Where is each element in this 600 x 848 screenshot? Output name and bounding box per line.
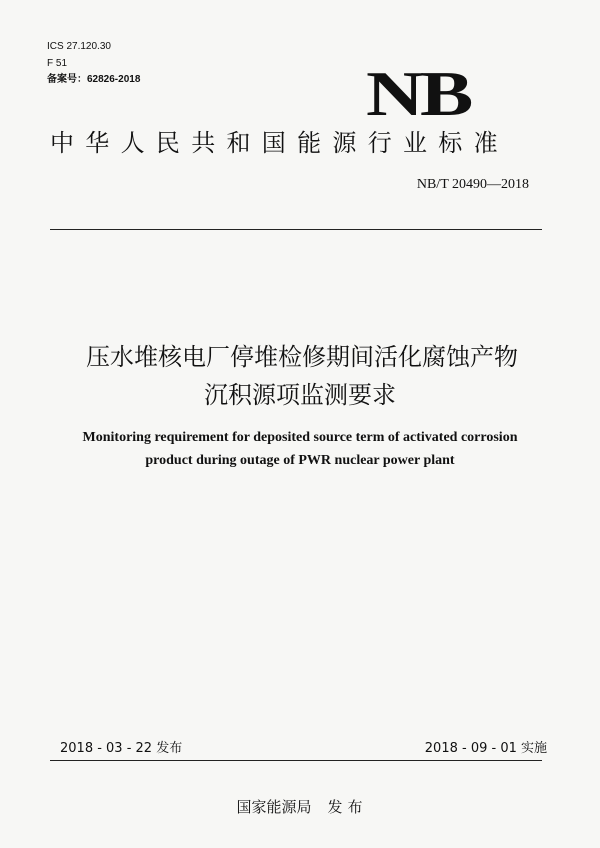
ccs-code: F 51 (47, 58, 68, 69)
record-number: 备案号：62826-2018 (47, 74, 141, 85)
title-en-line2: product during outage of PWR nuclear power plant (145, 453, 455, 468)
organization-title: 中华人民共和国能源行业标准 (50, 129, 509, 157)
ics-code: ICS 27.120.30 (47, 41, 111, 52)
issue-date: 2018 - 03 - 22 发布 (60, 741, 183, 756)
bottom-divider (50, 760, 542, 761)
issuer-name: 国家能源局 (236, 798, 312, 816)
issuer-line (0, 797, 600, 817)
title-en-line1: Monitoring requirement for deposited source term of activated corrosion (82, 430, 518, 445)
title-zh-line2: 沉积源项监测要求 (204, 381, 396, 409)
standard-number: NB/T 20490—2018 (416, 177, 529, 192)
implementation-date: 2018 - 09 - 01 实施 (424, 741, 547, 756)
title-zh-line1: 压水堆核电厂停堆检修期间活化腐蚀产物 (86, 343, 518, 371)
nb-logo: NB (366, 58, 470, 129)
top-divider (50, 229, 542, 230)
issuer-action: 发布 (327, 798, 368, 816)
